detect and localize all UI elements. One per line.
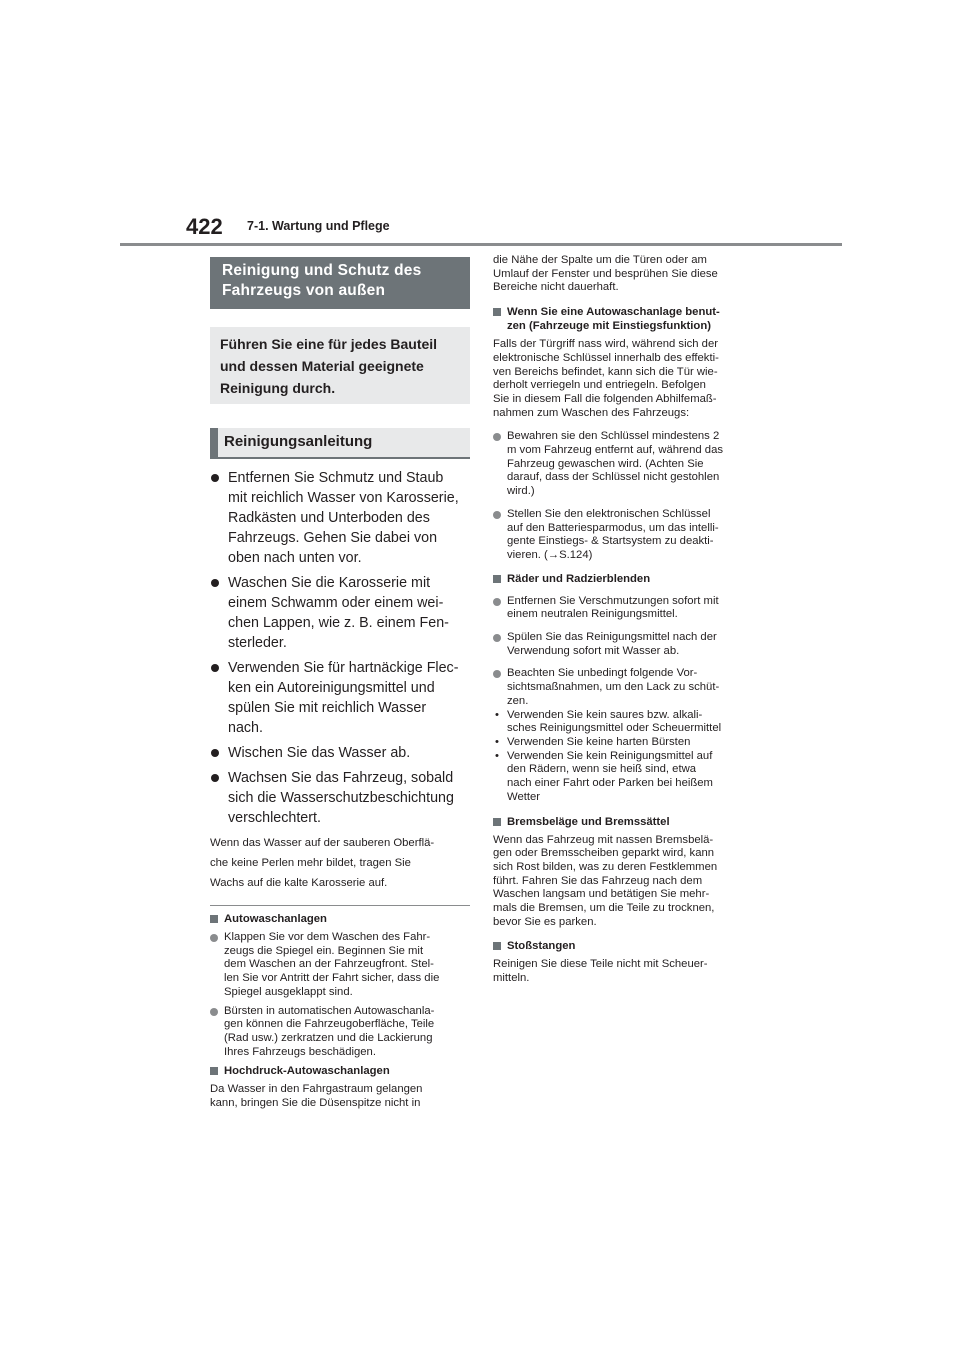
page-number: 422 bbox=[186, 214, 223, 239]
list-item-line: Spiegel ausgeklappt sind. bbox=[224, 985, 353, 998]
list-item-line: Entfernen Sie Schmutz und Staub bbox=[228, 470, 444, 486]
intro-line: Führen Sie eine für jedes Bauteil bbox=[220, 336, 438, 352]
list-item-line: sches Reinigungsmittel oder Scheuermittel bbox=[507, 722, 722, 735]
dot-bullet-icon: • bbox=[495, 708, 499, 721]
paragraph-line: nahmen zum Waschen des Fahrzeugs: bbox=[493, 406, 690, 419]
list-item-line: chen Lappen, wie z. B. einem Fen- bbox=[228, 615, 449, 631]
sub-list-item bbox=[493, 750, 755, 805]
list-item bbox=[493, 508, 755, 563]
list-item-line: Verwenden Sie keine harten Bürsten bbox=[507, 735, 691, 748]
paragraph-line: bevor Sie es parken. bbox=[493, 915, 597, 928]
dot-bullet-icon: • bbox=[495, 749, 499, 762]
paragraph-line: kann, bringen Sie die Düsenspitze nicht in bbox=[210, 1097, 421, 1110]
list-item-line: (Rad usw.) zerkratzen und die Lackierung bbox=[224, 1031, 433, 1044]
heading-text: zen (Fahrzeuge mit Einstiegsfunktion) bbox=[507, 320, 711, 333]
list-item-line: zen. bbox=[507, 694, 529, 707]
list-item-line: ken ein Autoreinigungsmittel und bbox=[228, 680, 435, 696]
list-item-line: Verwenden Sie für hartnäckige Flec- bbox=[228, 660, 459, 676]
list-item-line: oben nach unten vor. bbox=[228, 550, 362, 566]
circle-bullet-icon bbox=[493, 433, 501, 441]
title-box bbox=[210, 257, 470, 309]
carwash-key-paragraph bbox=[493, 338, 755, 420]
list-item bbox=[210, 768, 470, 828]
paragraph-line: mitteln. bbox=[493, 972, 530, 985]
list-item-line: zeugs die Spiegel ein. Beginnen Sie mit bbox=[224, 944, 424, 957]
circle-bullet-icon bbox=[493, 670, 501, 678]
list-item-line: Spülen Sie das Reinigungsmittel nach der bbox=[507, 631, 717, 644]
list-item bbox=[210, 743, 470, 763]
list-item-line: sterleder. bbox=[228, 635, 287, 651]
circle-bullet-icon bbox=[210, 1008, 218, 1016]
list-item-line: Ihres Fahrzeugs beschädigen. bbox=[224, 1045, 376, 1058]
list-item-line: einem neutralen Reinigungsmittel. bbox=[507, 608, 678, 621]
paragraph-line: Bereiche nicht dauerhaft. bbox=[493, 281, 619, 294]
circle-bullet-icon bbox=[210, 934, 218, 942]
list-item-line: spülen Sie mit reichlich Wasser bbox=[228, 700, 427, 716]
list-item-line: Verwenden Sie kein Reinigungsmittel auf bbox=[507, 749, 713, 762]
list-item bbox=[210, 573, 470, 653]
paragraph-line: sich Rost bilden, was zu deren Festklemmen bbox=[493, 860, 718, 873]
subheading bbox=[210, 428, 470, 459]
note-line: Wachs auf die kalte Karosserie auf. bbox=[210, 877, 388, 889]
paragraph-line: Sie in diesem Fall die folgenden Abhilfemaß- bbox=[493, 392, 717, 405]
list-item-line: Klappen Sie vor dem Waschen des Fahr- bbox=[224, 931, 431, 943]
list-item-line: Wischen Sie das Wasser ab. bbox=[228, 745, 411, 761]
header-rule bbox=[120, 243, 842, 246]
title-line: Fahrzeugs von außen bbox=[222, 282, 386, 299]
heading-text: Wenn Sie eine Autowaschanlage benut- bbox=[507, 306, 720, 319]
bumpers-paragraph bbox=[493, 958, 755, 985]
heading-text: Räder und Radzierblenden bbox=[507, 572, 651, 585]
list-item bbox=[493, 595, 755, 622]
list-item-line: gen können die Fahrzeugoberfläche, Teile bbox=[224, 1018, 435, 1031]
wheels-heading bbox=[493, 572, 755, 586]
list-item bbox=[493, 631, 755, 658]
heading-text: Hochdruck-Autowaschanlagen bbox=[224, 1065, 390, 1078]
intro-box bbox=[210, 327, 470, 404]
dot-bullet-icon: • bbox=[495, 735, 499, 748]
square-bullet-icon bbox=[493, 942, 501, 950]
square-bullet-icon bbox=[493, 575, 501, 583]
continued-paragraph bbox=[493, 254, 755, 295]
paragraph-line: Waschen langsam und betätigen Sie mehr- bbox=[493, 888, 710, 901]
hochdruck-heading bbox=[210, 1064, 470, 1078]
paragraph-line: die Nähe der Spalte um die Türen oder am bbox=[493, 254, 707, 266]
instruction-list bbox=[210, 468, 470, 828]
note-line: che keine Perlen mehr bildet, tragen Sie bbox=[210, 857, 411, 869]
list-item-line: Fahrzeug gewaschen wird. (Achten Sie bbox=[507, 457, 704, 470]
subheading-text: Reinigungsanleitung bbox=[224, 433, 373, 450]
list-item bbox=[210, 1005, 470, 1060]
list-item-line: nach einer Fahrt oder Parken bei heißem bbox=[507, 777, 713, 790]
square-bullet-icon bbox=[210, 1067, 218, 1075]
sub-list-item bbox=[493, 736, 755, 750]
list-item-line: vieren. (→S.124) bbox=[507, 548, 593, 561]
intro-line: Reinigung durch. bbox=[220, 380, 336, 396]
paragraph-line: Umlauf der Fenster und besprühen Sie diese bbox=[493, 267, 718, 280]
paragraph-line: elektronische Schlüssel innerhalb des effekti- bbox=[493, 351, 719, 364]
square-bullet-icon bbox=[493, 818, 501, 826]
sub-list-item bbox=[493, 709, 755, 736]
note-line: Wenn das Wasser auf der sauberen Oberflä- bbox=[210, 837, 435, 849]
heading-text: Autowaschanlagen bbox=[224, 913, 327, 925]
bullet-icon bbox=[211, 579, 219, 587]
list-item-line: verschlechtert. bbox=[228, 810, 321, 826]
heading-text: Stoßstangen bbox=[507, 940, 576, 953]
list-item-line: darauf, dass der Schlüssel nicht gestohlen bbox=[507, 471, 720, 484]
bullet-icon bbox=[211, 749, 219, 757]
bullet-icon bbox=[211, 664, 219, 672]
brakes-heading bbox=[493, 815, 755, 829]
wax-note bbox=[210, 833, 470, 893]
paragraph-line: Wenn das Fahrzeug mit nassen Bremsbelä- bbox=[493, 833, 714, 846]
list-item bbox=[210, 658, 470, 738]
paragraph-line: ven Bereichs befindet, kann sich die Tür wie- bbox=[493, 365, 718, 378]
circle-bullet-icon bbox=[493, 598, 501, 606]
list-item-line: len Sie vor Antritt der Fahrt sicher, dass die bbox=[224, 972, 440, 985]
list-item-line: sich die Wasserschutzbeschichtung bbox=[228, 790, 454, 806]
bullet-icon bbox=[211, 774, 219, 782]
list-item-line: dem Waschen an der Fahrzeugfront. Stel- bbox=[224, 958, 434, 971]
square-bullet-icon bbox=[493, 308, 501, 316]
list-item-line: Waschen Sie die Karosserie mit bbox=[228, 575, 431, 591]
list-item-line: Wetter bbox=[507, 790, 541, 803]
square-bullet-icon bbox=[210, 915, 218, 923]
list-item-line: sichtsmaßnahmen, um den Lack zu schüt- bbox=[507, 681, 720, 694]
hochdruck-paragraph bbox=[210, 1083, 470, 1110]
autowash-heading bbox=[210, 912, 470, 926]
bullet-icon bbox=[211, 474, 219, 482]
left-column bbox=[210, 257, 470, 1117]
paragraph-line: mals die Bremsen, um die Teile zu trocknen, bbox=[493, 902, 715, 915]
paragraph-line: gen oder Bremsscheiben geparkt wird, kann bbox=[493, 847, 715, 860]
list-item-line: gente Einstiegs- & Startsystem zu deakti- bbox=[507, 535, 714, 548]
carwash-key-heading bbox=[493, 305, 755, 333]
list-item-line: nach. bbox=[228, 720, 263, 736]
title-line: Reinigung und Schutz des bbox=[222, 262, 422, 279]
intro-line: und dessen Material geeignete bbox=[220, 358, 424, 374]
list-item-line: auf den Batteriesparmodus, um das intelli- bbox=[507, 521, 719, 534]
heading-text: Bremsbeläge und Bremssättel bbox=[507, 815, 670, 828]
list-item-line: Bürsten in automatischen Autowaschanla- bbox=[224, 1004, 435, 1017]
paragraph-line: Reinigen Sie diese Teile nicht mit Scheuer- bbox=[493, 958, 708, 971]
list-item-line: wird.) bbox=[507, 485, 535, 498]
list-item-line: Wachsen Sie das Fahrzeug, sobald bbox=[228, 770, 454, 786]
list-item-line: Verwendung sofort mit Wasser ab. bbox=[507, 644, 680, 657]
list-item-line: Stellen Sie den elektronischen Schlüssel bbox=[507, 507, 711, 520]
list-item-line: Radkästen und Unterboden des bbox=[228, 510, 430, 526]
list-item-line: Entfernen Sie Verschmutzungen sofort mit bbox=[507, 594, 719, 607]
list-item-line: mit reichlich Wasser von Karosserie, bbox=[228, 490, 459, 506]
list-item-line: m vom Fahrzeug entfernt auf, während das bbox=[507, 444, 724, 457]
right-column bbox=[493, 254, 755, 992]
circle-bullet-icon bbox=[493, 634, 501, 642]
list-item bbox=[493, 430, 755, 499]
brakes-paragraph bbox=[493, 834, 755, 930]
bumpers-heading bbox=[493, 939, 755, 953]
list-item-line: Bewahren sie den Schlüssel mindestens 2 bbox=[507, 430, 720, 443]
column-divider bbox=[210, 905, 470, 906]
list-item bbox=[210, 931, 470, 1000]
list-item-line: Beachten Sie unbedingt folgende Vor- bbox=[507, 667, 698, 680]
paragraph-line: führt. Fahren Sie das Fahrzeug nach dem bbox=[493, 874, 703, 887]
paragraph-line: Falls der Türgriff nass wird, während sich der bbox=[493, 338, 718, 351]
list-item-line: Fahrzeugs. Gehen Sie dabei von bbox=[228, 530, 438, 546]
list-item-line: Verwenden Sie kein saures bzw. alkali- bbox=[507, 708, 703, 721]
list-item bbox=[493, 667, 755, 708]
circle-bullet-icon bbox=[493, 511, 501, 519]
paragraph-line: Da Wasser in den Fahrgastraum gelangen bbox=[210, 1083, 423, 1096]
list-item bbox=[210, 468, 470, 568]
list-item-line: den Rädern, wenn sie heiß sind, etwa bbox=[507, 763, 697, 776]
paragraph-line: derholt verriegeln und entriegeln. Befolgen bbox=[493, 379, 706, 392]
list-item-line: einem Schwamm oder einem wei- bbox=[228, 595, 444, 611]
section-title: 7-1. Wartung und Pflege bbox=[247, 219, 390, 233]
